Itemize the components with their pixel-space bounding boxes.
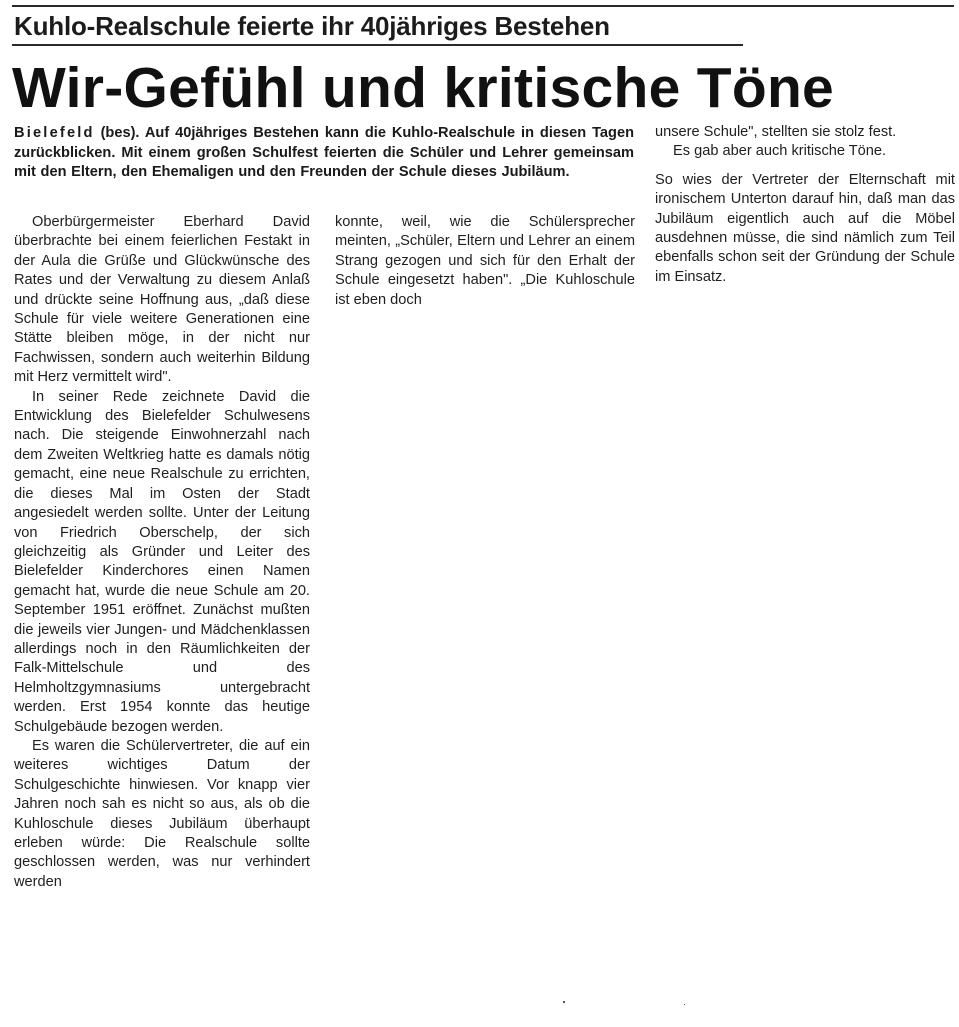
body-column-2 [335, 213, 635, 310]
body-column-1 [14, 213, 310, 892]
body-paragraph: In seiner Rede zeichnete David die Entwicklung des Bielefelder Schulwesens nach. Die steigende Einwohnerzahl nach dem Zweiten Weltkrieg hatte es damals nötig gemacht, eine neue Realschule zu errichten, die dieses Mal im Osten der Stadt angesiedelt werden sollte. Unter der Leitung von Friedrich Oberschelp, der sich gleichzeitig als Gründer und Leiter des Bielefelder Kinderchores einen Namen gemacht hat, wurde die neue Schule am 20. September 1951 eröffnet. Zunächst mußten die jeweils vier Jungen- und Mädchenklassen allerdings noch in den Räumlichkeiten der Falk-Mittelschule und des Helmholtzgymnasiums untergebracht werden. Erst 1954 konnte das heutige Schulgebäude bezogen werden. [14, 388, 310, 735]
dateline: Bielefeld [14, 125, 95, 141]
body-paragraph: Es gab aber auch kritische Töne. [673, 143, 887, 160]
top-rule [12, 5, 954, 7]
kicker-headline: Kuhlo-Realschule feierte ihr 40jähriges Bestehen [14, 11, 610, 41]
lead-text: (bes). Auf 40jähriges Bestehen kann die Kuhlo-Realschule in diesen Tagen zurückblicken. Mit einem großen Schulfest feierten die Schüler und Lehrer gemeinsam mit den Eltern, den Ehemaligen und den Freunden der Schule dieses Jubiläum. [14, 125, 634, 181]
lead-paragraph [14, 124, 634, 183]
scan-speck [563, 1001, 565, 1003]
body-paragraph: konnte, weil, wie die Schülersprecher meinten, „Schüler, Eltern und Lehrer an einem Strang gezogen und sich für den Erhalt der Schule eingesetzt haben". „Die Kuhloschule ist eben doch [335, 214, 635, 308]
body-paragraph: Oberbürgermeister Eberhard David überbrachte bei einem feierlichen Festakt in der Aula die Grüße und Glückwünsche des Rates und der Verwaltung zu diesem Anlaß und drückte seine Hoffnung aus, „daß diese Schule für viele weitere Generationen eine Stätte bleiben möge, in der nicht nur Fachwissen, sondern auch weiterhin Bildung mit Herz vermittelt wird". [14, 214, 310, 386]
body-column-3 [655, 123, 955, 287]
body-paragraph: unsere Schule", stellten sie stolz fest. [655, 124, 897, 140]
scan-speck [684, 1004, 685, 1005]
kicker-underline [12, 44, 743, 46]
body-paragraph: Es waren die Schülervertreter, die auf ein weiteres wichtiges Datum der Schulgeschichte hinwiesen. Vor knapp vier Jahren noch sah es nicht so aus, als ob die Kuhloschule dieses Jubiläum überhaupt erleben würde: Die Realschule sollte geschlossen werden, was nur verhindert werden [14, 737, 310, 890]
body-paragraph: So wies der Vertreter der Elternschaft mit ironischem Unterton darauf hin, daß man das Jubiläum eigentlich auch auf die Möbel ausdehnen müsse, die sind nämlich zum Teil ebenfalls schon seit der Gründung der Schule im Einsatz. [655, 171, 955, 285]
main-headline: Wir-Gefühl und kritische Töne [12, 56, 835, 120]
